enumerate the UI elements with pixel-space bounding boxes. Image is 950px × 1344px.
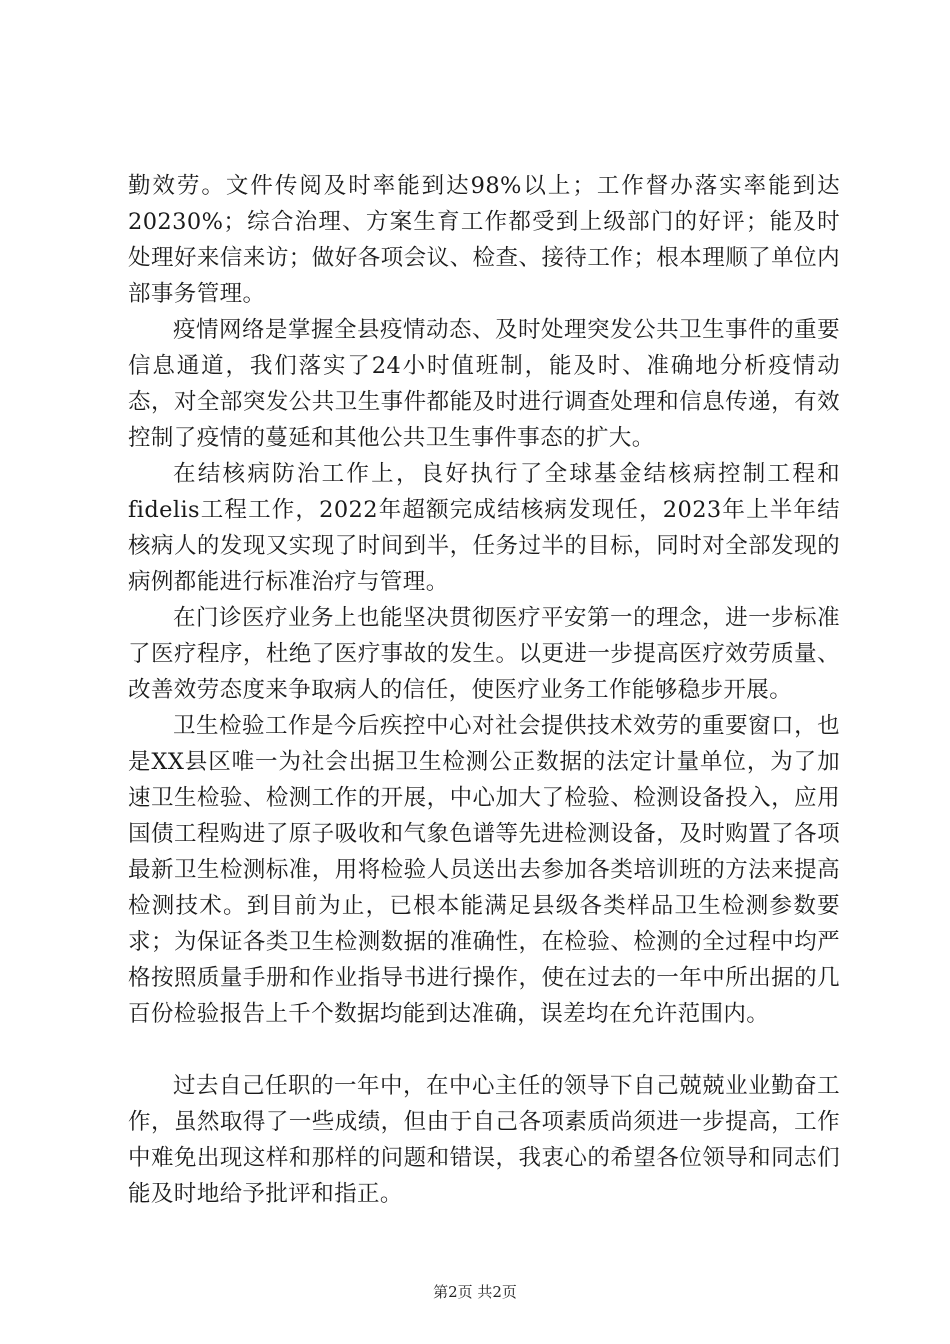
paragraph-epidemic-network: 疫情网络是掌握全县疫情动态、及时处理突发公共卫生事件的重要信息通道，我们落实了24小时值班制，能及时、准确地分析疫情动态，对全部突发公共卫生事件都能及时进行调查处理和信息传递，有效控制了疫情的蔓延和其他公共卫生事件事态的扩大。 bbox=[128, 317, 840, 451]
page-footer: 第2页 共2页 bbox=[433, 1283, 517, 1301]
paragraph-tuberculosis: 在结核病防治工作上，良好执行了全球基金结核病控制工程和fidelis工程工作，2022年超额完成结核病发现任，2023年上半年结核病人的发现又实现了时间到半，任务过半的目标，同时对全部发现的病例都能进行标准治疗与管理。 bbox=[128, 461, 840, 595]
document-body bbox=[128, 168, 840, 1212]
paragraph-continuation: 勤效劳。文件传阅及时率能到达98%以上；工作督办落实率能到达20230%；综合治理、方案生育工作都受到上级部门的好评；能及时处理好来信来访；做好各项会议、检查、接待工作；根本理顺了单位内部事务管理。 bbox=[128, 173, 840, 307]
paragraph-health-inspection: 卫生检验工作是今后疾控中心对社会提供技术效劳的重要窗口，也是XX县区唯一为社会出据卫生检测公正数据的法定计量单位，为了加速卫生检验、检测工作的开展，中心加大了检验、检测设备投入，应用国债工程购进了原子吸收和气象色谱等先进检测设备，及时购置了各项最新卫生检测标准，用将检验人员送出去参加各类培训班的方法来提高检测技术。到目前为止，已根本能满足县级各类样品卫生检测参数要求；为保证各类卫生检测数据的准确性，在检验、检测的全过程中均严格按照质量手册和作业指导书进行操作，使在过去的一年中所出据的几百份检验报告上千个数据均能到达准确，误差均在允许范围内。 bbox=[128, 713, 840, 1027]
paragraph-conclusion: 过去自己任职的一年中，在中心主任的领导下自己兢兢业业勤奋工作，虽然取得了一些成绩，但由于自己各项素质尚须进一步提高，工作中难免出现这样和那样的问题和错误，我衷心的希望各位领导和同志们能及时地给予批评和指正。 bbox=[128, 1073, 840, 1207]
paragraph-outpatient: 在门诊医疗业务上也能坚决贯彻医疗平安第一的理念，进一步标准了医疗程序，杜绝了医疗事故的发生。以更进一步提高医疗效劳质量、改善效劳态度来争取病人的信任，使医疗业务工作能够稳步开展。 bbox=[128, 605, 840, 703]
